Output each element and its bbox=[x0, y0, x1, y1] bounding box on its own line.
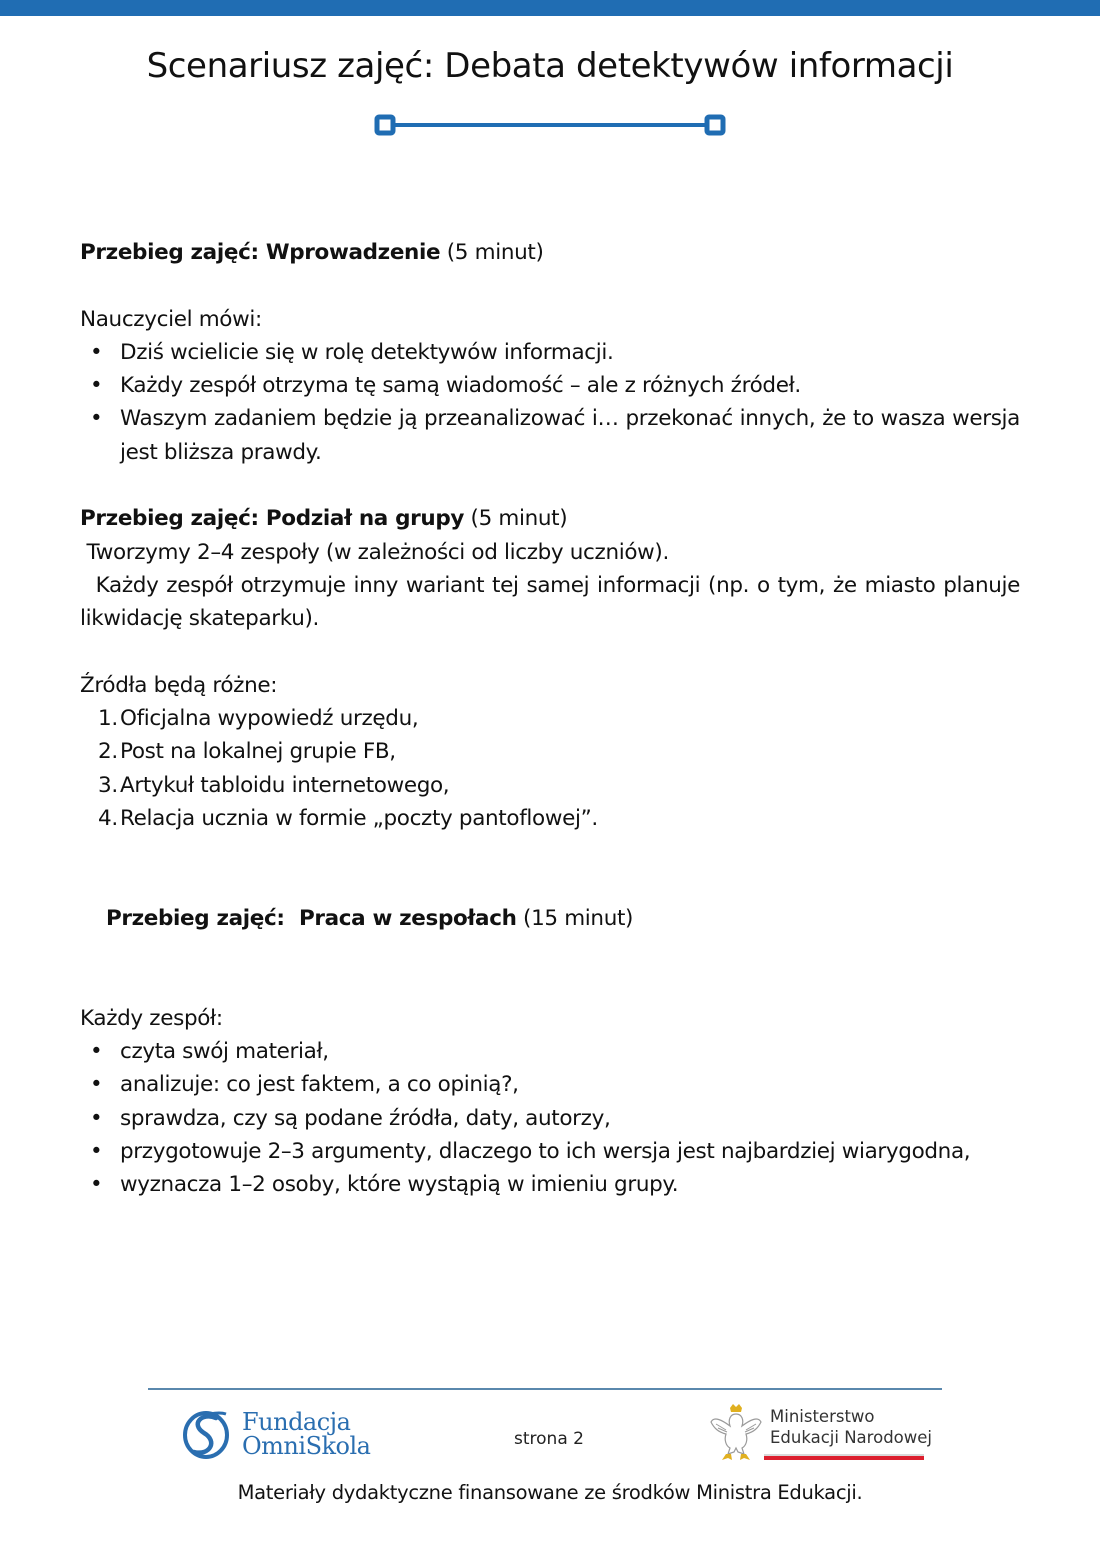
ministry-line2: Edukacji Narodowej bbox=[770, 1428, 932, 1447]
list-item: • Dziś wcielicie się w rolę detektywów informacji. bbox=[80, 336, 1020, 369]
list-item: • wyznacza 1–2 osoby, które wystąpią w imieniu grupy. bbox=[80, 1168, 1020, 1201]
ministry-logo bbox=[708, 1402, 932, 1464]
omniskola-s-icon bbox=[180, 1408, 232, 1460]
sources-intro: Źródła będą różne: bbox=[80, 672, 278, 698]
list-item: • przygotowuje 2–3 argumenty, dlaczego to ich wersja jest najbardziej wiarygodna, bbox=[80, 1135, 1020, 1168]
omniskola-line1: Fundacja bbox=[242, 1408, 351, 1436]
section-heading-intro: Przebieg zajęć: Wprowadzenie (5 minut) bbox=[80, 240, 544, 265]
section-heading-teamwork: Przebieg zajęć: Praca w zespołach (15 minut) bbox=[105, 905, 634, 931]
page-number: strona 2 bbox=[514, 1429, 584, 1449]
bullet-icon: • bbox=[90, 373, 103, 399]
paragraph: Tworzymy 2–4 zespoły (w zależności od liczby uczniów). bbox=[80, 539, 669, 565]
list-item: • sprawdza, czy są podane źródła, daty, autorzy, bbox=[80, 1102, 1020, 1135]
bullet-list-teamwork bbox=[80, 1035, 1020, 1201]
bullet-icon: • bbox=[90, 1039, 103, 1065]
list-item: 2. Post na lokalnej grupie FB, bbox=[98, 739, 396, 765]
bullet-icon: • bbox=[90, 339, 103, 365]
omniskola-line2: OmniSkola bbox=[242, 1432, 371, 1460]
line-with-square-ends-icon bbox=[374, 114, 726, 136]
funding-note: Materiały dydaktyczne finansowane ze środków Ministra Edukacji. bbox=[237, 1481, 863, 1504]
bullet-icon: • bbox=[90, 1139, 103, 1165]
section-intro-text: Każdy zespół: bbox=[80, 1005, 223, 1031]
list-item: • czyta swój materiał, bbox=[80, 1035, 1020, 1068]
section-heading-groups: Przebieg zajęć: Podział na grupy (5 minut) bbox=[80, 506, 568, 532]
section-intro-text: Nauczyciel mówi: bbox=[80, 306, 262, 332]
list-item: • Waszym zadaniem będzie ją przeanalizować i… przekonać innych, że to wasza wersja jest bliższa prawdy. bbox=[80, 402, 1020, 469]
document-title: Scenariusz zajęć: Debata detektywów informacji bbox=[146, 46, 954, 86]
bullet-icon: • bbox=[90, 1172, 103, 1198]
bullet-icon: • bbox=[90, 406, 103, 432]
polish-flag-stripe bbox=[764, 1454, 924, 1460]
list-item: 3. Artykuł tabloidu internetowego, bbox=[98, 772, 450, 798]
bullet-icon: • bbox=[90, 1072, 103, 1098]
document-body bbox=[80, 236, 1027, 1202]
omniskola-logo bbox=[180, 1408, 370, 1460]
top-accent-bar bbox=[0, 0, 1100, 16]
numbered-list-sources bbox=[80, 702, 1020, 835]
bullet-list-intro bbox=[80, 336, 1020, 469]
bullet-icon: • bbox=[90, 1105, 103, 1131]
list-item: • Każdy zespół otrzyma tę samą wiadomość – ale z różnych źródeł. bbox=[80, 369, 1020, 402]
list-item: 4. Relacja ucznia w formie „poczty pantoflowej”. bbox=[98, 806, 598, 832]
footer-divider bbox=[148, 1388, 942, 1390]
list-item: 1. Oficjalna wypowiedź urzędu, bbox=[98, 706, 419, 732]
ministry-line1: Ministerstwo bbox=[770, 1407, 875, 1426]
paragraph: Każdy zespół otrzymuje inny wariant tej samej informacji (np. o tym, że miasto planuje likwidację skateparku). bbox=[80, 572, 1027, 632]
white-eagle-emblem-icon bbox=[708, 1402, 764, 1464]
list-item: • analizuje: co jest faktem, a co opinią?, bbox=[80, 1068, 1020, 1101]
